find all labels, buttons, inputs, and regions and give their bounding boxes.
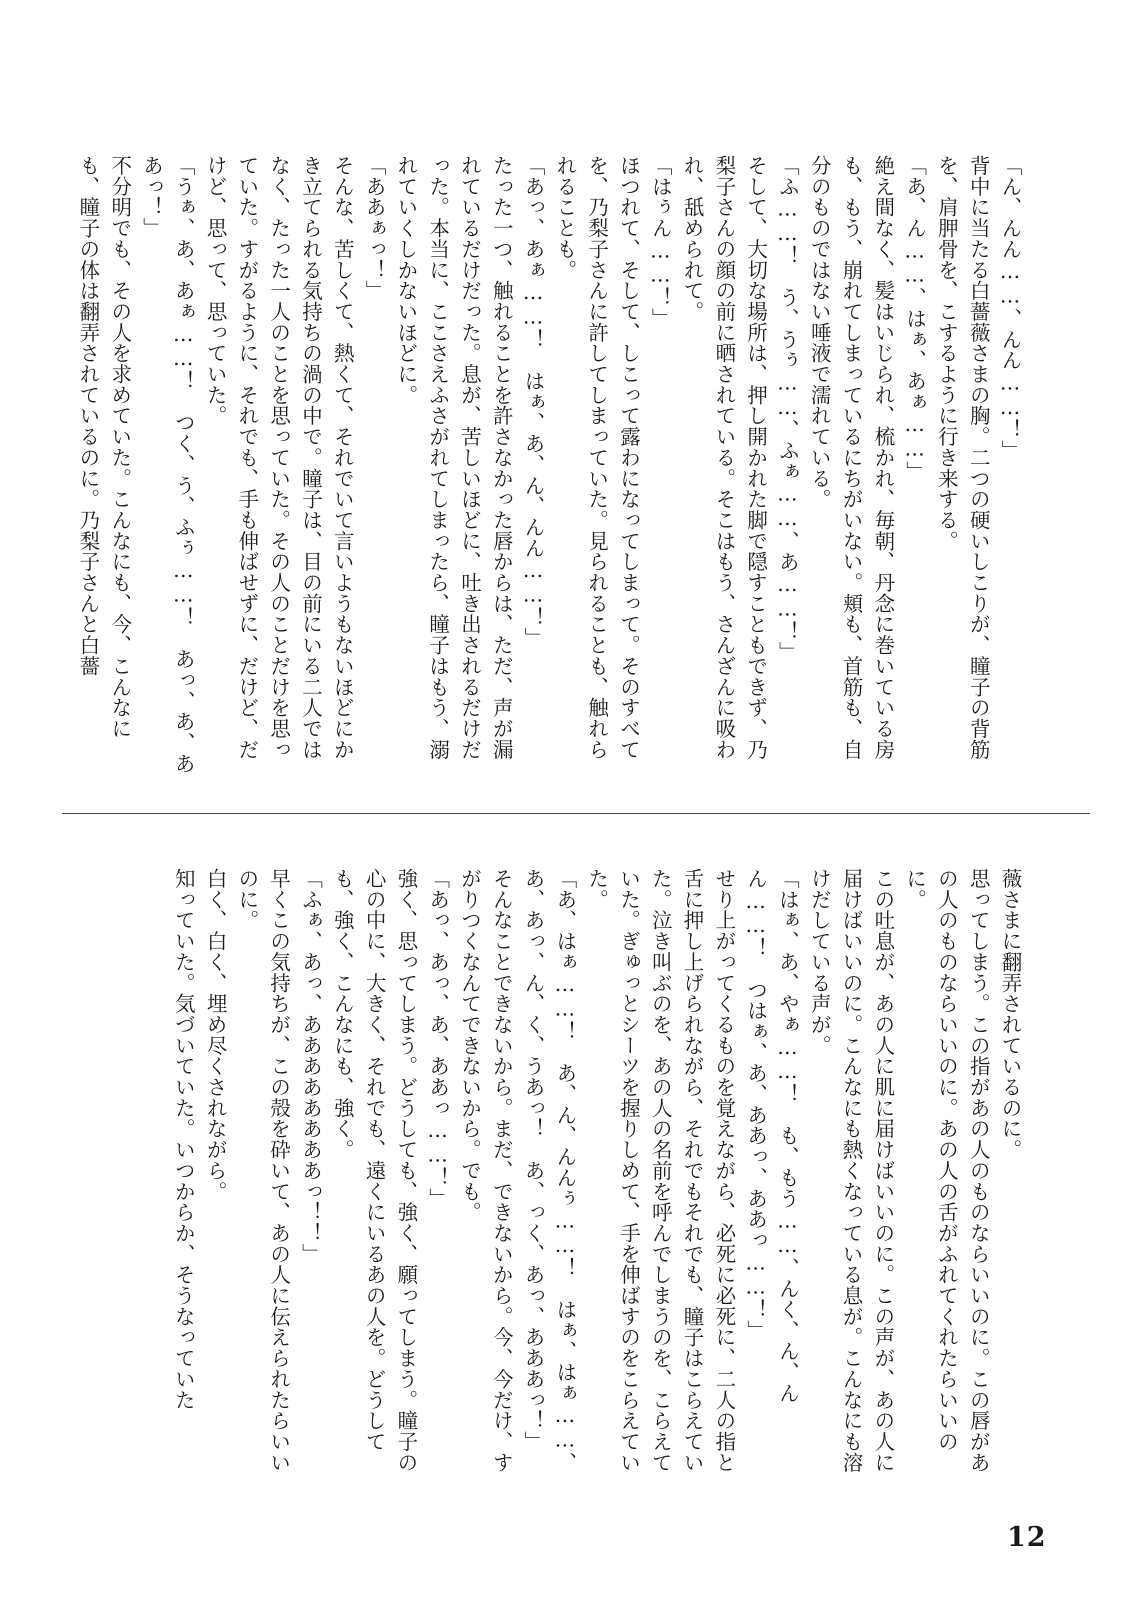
section-divider [62,813,1090,814]
text-block-top: 「ん、んん……、んん……！」 背中に当たる白薔薇さまの胸。二つの硬いしこりが、瞳子の背筋を、肩胛骨を、こするように行き来する。 「あ、ん……、はぁ、あぁ……」 絶え間なく、髪はいじられ、梳かれ、毎朝、丹念に巻いている房も、もう、崩れてしまっているにちがいない。頬も、首筋も、自分のものではない唾液で濡れている。 「ふ……！ う、うぅ……、ふぁ……、あ……！」 そして、大切な場所は、押し開かれた脚で隠すこともできず、乃梨子さんの顔の前に晒されている。そこはもう、さんざんに吸われ、舐められて。 「はぅん……！」 ほつれて、そして、しこって露わになってしまって。そのすべてを、乃梨子さんに許してしまっていた。見られることも、触れられることも。 「あっ、あぁ……！ はぁ、あ、ん、んん……！」 たった一つ、触れることを許さなかった唇からは、ただ、声が漏れているだけだった。息が、苦しいほどに、吐き出されるだけだった。本当に、ここさえふさがれてしまったら、瞳子はもう、溺れていくしかないほどに。 「ああぁっ！」 そんな、苦しくて、熱くて、それでいて言いようもないほどにかき立てられる気持ちの渦の中で。瞳子は、目の前にいる二人ではなく、たった一人のことを思っていた。その人のことだけを思っていた。すがるように、それでも、手も伸ばせずに、だけど、だけど、思って、思っていた。 「うぁ、あ、あぁ……！ つく、う、ふぅ……！ あっ、あ、ああっ！」 不分明でも、その人を求めていた。こんなにも、今、こんなにも、瞳子の体は翻弄されているのに。乃梨子さんと白薔 [75,155,1022,774]
page-number: 12 [1007,1522,1047,1553]
text-block-bottom: 薇さまに翻弄されているのに。 思ってしまう。この指があの人のものならいいのに。この唇があの人のものならいいのに。あの人の舌がふれてくれたらいいのに。 この吐息が、あの人に肌に届けばいいのに。この声が、あの人に届けばいいのに。こんなにも熱くなっている息が。こんなにも溶けだしている声が。 「はぁ、あ、やぁ……！ も、もう……、んく、ん、んん……！ つはぁ、あ、ああっ、ああっ……！」 せり上がってくるものを覚えながら、必死に必死に、二人の指と舌に押し上げられながら、それでもそれでも、瞳子はこらえていた。泣き叫ぶのを、あの人の名前を呼んでしまうのを、こらえていた。ぎゅっとシーツを握りしめて、手を伸ばすのをこらえていた。 「あ、はぁ……！ あ、ん、んんぅ……！ はぁ、はぁ……、あ、あっ、ん、く、うあっ！ あ、っく、あっ、あああっ！」 そんなことできないから。まだ、できないから。今、今だけ、すがりつくなんてできないから。でも。 「あっ、あっ、あ、ああっ……！」 強く、思ってしまう。どうしても、強く、願ってしまう。瞳子の心の中に、大きく、それでも、遠くにいるあの人を。どうしても、強く、こんなにも、強く。 「ふぁ、あっ、ああああああああっ！！」 早くこの気持ちが、この殻を砕いて、あの人に伝えられたらいいのに。 白く、白く、埋め尽くされながら。 知っていた。気づいていた。いつからか、そうなっていた [171,868,1022,1473]
